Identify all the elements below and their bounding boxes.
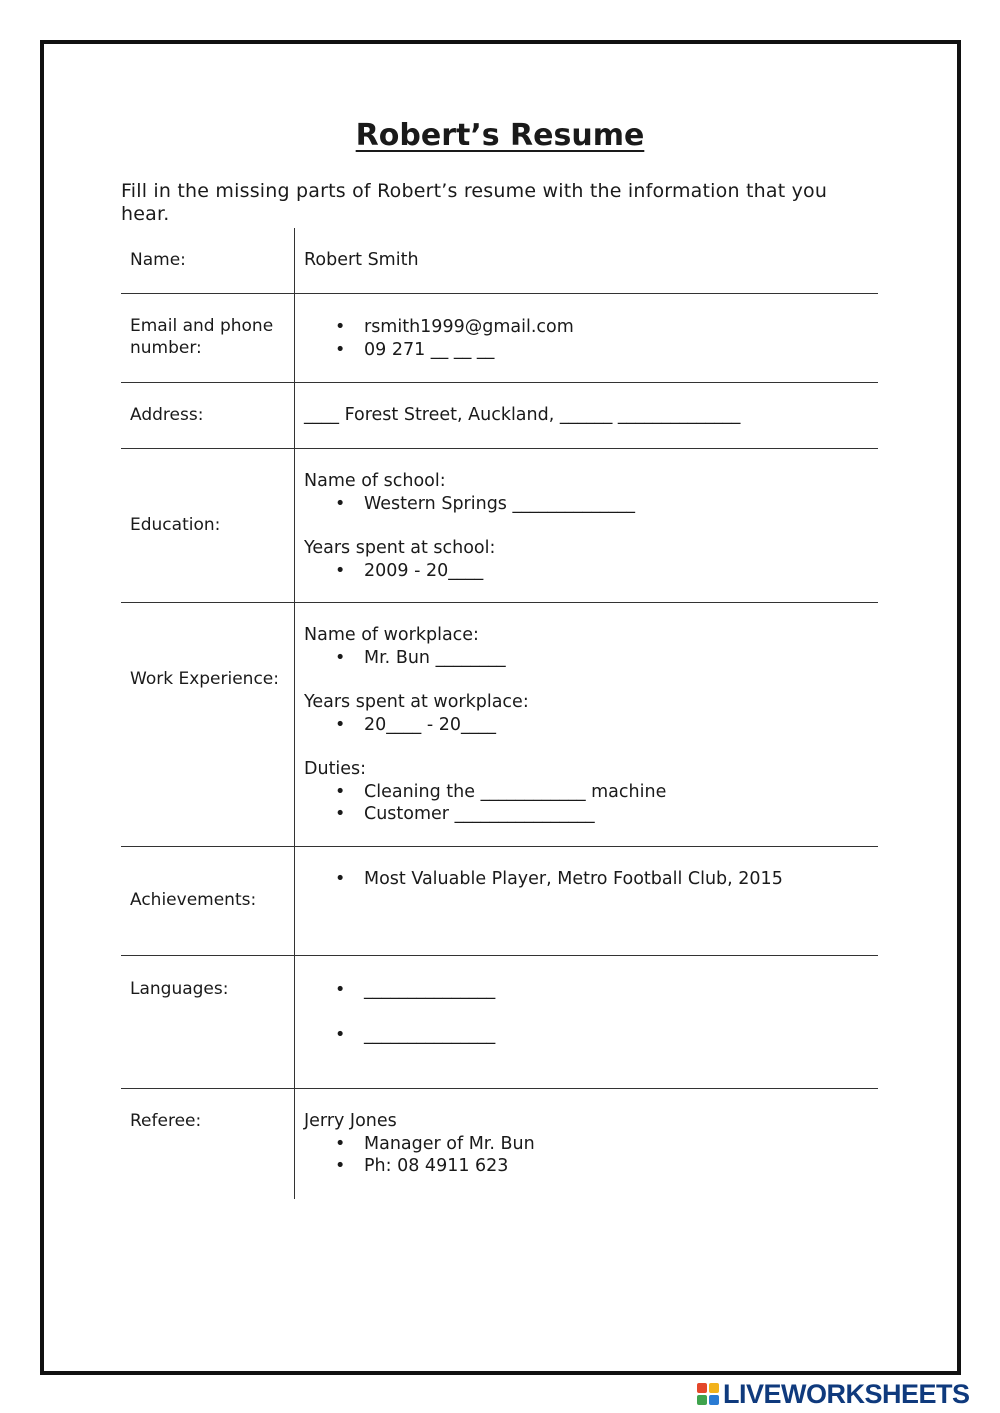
education-cell xyxy=(304,470,874,582)
referee-cell xyxy=(304,1110,874,1178)
address-label: Address: xyxy=(130,405,204,425)
achievements-label: Achievements: xyxy=(130,890,257,910)
duty-item[interactable]: • Cleaning the ____________ machine xyxy=(364,781,874,804)
contact-cell xyxy=(304,316,874,361)
school-years-item[interactable]: • 2009 - 20____ xyxy=(364,560,874,583)
workplace-item[interactable]: • Mr. Bun ________ xyxy=(364,647,874,670)
achievement-item: • Most Valuable Player, Metro Football Club, 2015 xyxy=(364,868,874,891)
liveworksheets-logo xyxy=(697,1376,970,1412)
duty-item[interactable]: • Customer ________________ xyxy=(364,803,874,826)
row-divider xyxy=(121,846,878,847)
name-label: Name: xyxy=(130,250,186,270)
name-value: Robert Smith xyxy=(304,250,419,270)
work-cell xyxy=(304,624,874,826)
column-divider xyxy=(294,228,295,1199)
school-heading: Name of school: xyxy=(304,471,446,491)
languages-label: Languages: xyxy=(130,979,229,999)
row-divider xyxy=(121,602,878,603)
work-years-item[interactable]: • 20____ - 20____ xyxy=(364,714,874,737)
referee-item: • Ph: 08 4911 623 xyxy=(364,1155,874,1178)
address-value[interactable]: ____ Forest Street, Auckland, ______ ______________ xyxy=(304,405,741,425)
row-divider xyxy=(121,293,878,294)
work-years-heading: Years spent at workplace: xyxy=(304,692,529,712)
logo-text: LIVEWORKSHEETS xyxy=(723,1378,970,1409)
work-label: Work Experience: xyxy=(130,669,279,689)
logo-blocks-icon xyxy=(697,1383,719,1405)
page-title: Robert’s Resume xyxy=(355,118,645,153)
row-divider xyxy=(121,448,878,449)
school-years-heading: Years spent at school: xyxy=(304,538,496,558)
phone-item[interactable]: • 09 271 __ __ __ xyxy=(364,339,874,362)
language-item[interactable]: • _______________ xyxy=(364,1024,874,1047)
school-item[interactable]: • Western Springs ______________ xyxy=(364,493,874,516)
row-divider xyxy=(121,382,878,383)
workplace-heading: Name of workplace: xyxy=(304,625,479,645)
row-divider xyxy=(121,1088,878,1089)
referee-label: Referee: xyxy=(130,1111,202,1131)
language-item[interactable]: • _______________ xyxy=(364,979,874,1002)
contact-label: Email and phone number: xyxy=(130,316,274,358)
achievements-cell xyxy=(304,868,874,891)
education-label: Education: xyxy=(130,515,221,535)
email-item: • rsmith1999@gmail.com xyxy=(364,316,874,339)
languages-cell xyxy=(304,979,874,1046)
referee-item: • Manager of Mr. Bun xyxy=(364,1133,874,1156)
referee-name: Jerry Jones xyxy=(304,1111,397,1131)
duties-heading: Duties: xyxy=(304,759,367,779)
row-divider xyxy=(121,955,878,956)
instructions: Fill in the missing parts of Robert’s resume with the information that you hear. xyxy=(121,180,828,225)
